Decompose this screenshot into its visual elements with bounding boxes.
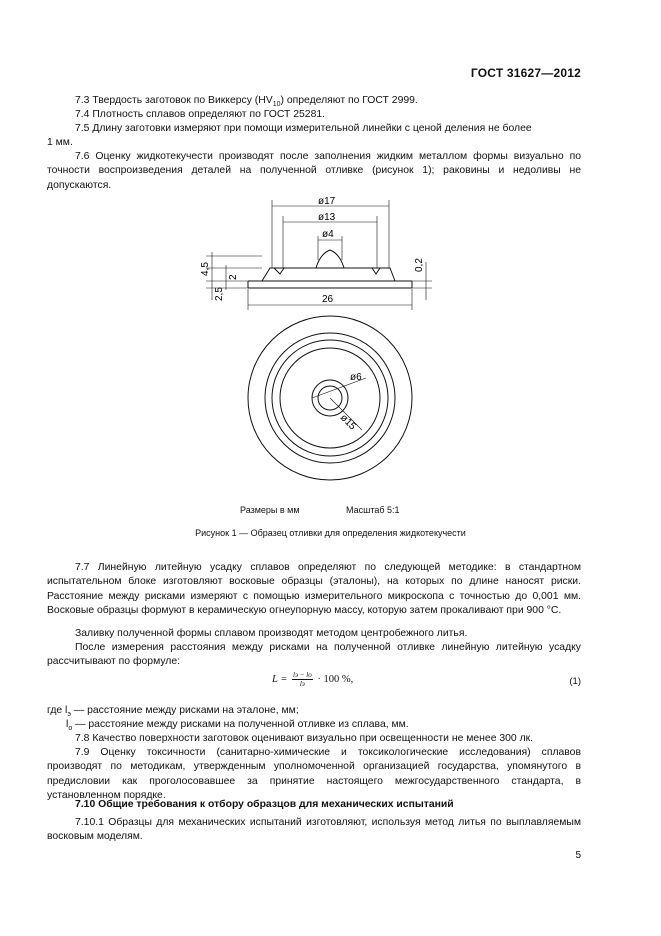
paragraph-7-5 xyxy=(47,122,581,136)
units-note: Размеры в мм xyxy=(240,505,300,515)
figure-1-drawing xyxy=(190,190,450,490)
paragraph-7-9: 7.9 Оценку токсичности (санитарно-химические и токсикологические исследования) сплавов производят по методикам, утвержденным уполномоченной организацией государства, упомянутого в предисловии как проголосовавшее за принятие настоящего межгосударственного стандарта, в установленном порядке. xyxy=(47,747,581,802)
paragraph-7-4: 7.4 Плотность сплавов определяют по ГОСТ 25281. xyxy=(75,109,326,120)
section-7-10-heading: 7.10 Общие требования к отбору образцов для механических испытаний xyxy=(75,799,454,810)
paragraph-7-7c: После измерения расстояния между рисками на полученной отливке линейную литейную усадку рассчитывают по формуле: xyxy=(47,642,581,668)
dim-h02: 0,2 xyxy=(414,258,425,272)
p73-post: ) определяют по ГОСТ 2999. xyxy=(280,95,418,106)
dim-h45: 4,5 xyxy=(200,262,211,276)
where1-post: — расстояние между рисками на эталоне, мм; xyxy=(70,705,299,716)
paragraph-7-7: 7.7 Линейную литейную усадку сплавов определяют по следующей методике: в стандартном испытательном блоке изготовляют восковые образцы (эталоны), на которых по длине наносят риски. Расстояние между рисками измеряют с помощью измерительного микроскопа с точностью до 0,001 мм. Восковые образцы формуют в керамическую огнеупорную массу, которую затем прокаливают при 900 °С. xyxy=(47,562,581,617)
formula-numerator: lэ − lо xyxy=(293,671,312,679)
paragraph-7-10-1: 7.10.1 Образцы для механических испытаний изготовляют, используя метод литья по выплавляемым восковым моделям. xyxy=(47,817,581,843)
dim-d15: ø15 xyxy=(337,412,358,433)
where1-sub: э xyxy=(67,711,71,719)
p73-sub: 10 xyxy=(272,101,281,109)
dim-d17: ø17 xyxy=(318,196,336,207)
paragraph-7-7b: Заливку полученной формы сплавом производят методом центробежного литья. xyxy=(75,628,468,639)
dim-h25: 2,5 xyxy=(214,287,225,301)
dim-d4: ø4 xyxy=(322,229,334,240)
p73-text: 7.3 Твердость заготовок по Виккерсу (HV xyxy=(75,95,273,106)
scale-note: Масштаб 5:1 xyxy=(346,505,400,515)
paragraph-7-8: 7.8 Качество поверхности заготовок оценивают визуально при освещенности не менее 300 лк. xyxy=(75,733,534,744)
figure-caption: Рисунок 1 — Образец отливки для определения жидкотекучести xyxy=(195,528,466,538)
where2-sub: о xyxy=(68,725,73,733)
document-header: ГОСТ 31627—2012 xyxy=(470,66,581,80)
paragraph-7-6: 7.6 Оценку жидкотекучести производят после заполнения жидким металлом формы визуально по точности воспроизведения деталей на полученной отливке (рисунок 1); раковины и недоливы не допускаются. xyxy=(47,151,581,191)
where2-pre: l xyxy=(66,719,69,730)
formula-rhs: · 100 %, xyxy=(317,673,354,685)
dim-h2: 2 xyxy=(228,274,239,280)
dim-w26: 26 xyxy=(322,294,334,305)
formula-1: L = $\frac{lэ - lо}{lэ}$ · 100 %, xyxy=(272,671,354,688)
formula-lhs: L xyxy=(272,673,278,685)
formula-fraction xyxy=(292,671,313,688)
page-number: 5 xyxy=(575,850,581,861)
where1-pre: где l xyxy=(47,705,68,716)
p75-line1: 7.5 Длину заготовки измеряют при помощи измерительной линейки с ценой деления не более xyxy=(75,123,532,134)
where2-post: — расстояние между рисками на полученной отливке из сплава, мм. xyxy=(72,719,409,730)
formula-number: (1) xyxy=(569,676,581,687)
dim-d6: ø6 xyxy=(350,372,362,383)
formula-denominator: lэ xyxy=(299,680,305,688)
dim-d13: ø13 xyxy=(318,212,336,223)
paragraph-7-5-cont: 1 мм. xyxy=(47,137,73,148)
